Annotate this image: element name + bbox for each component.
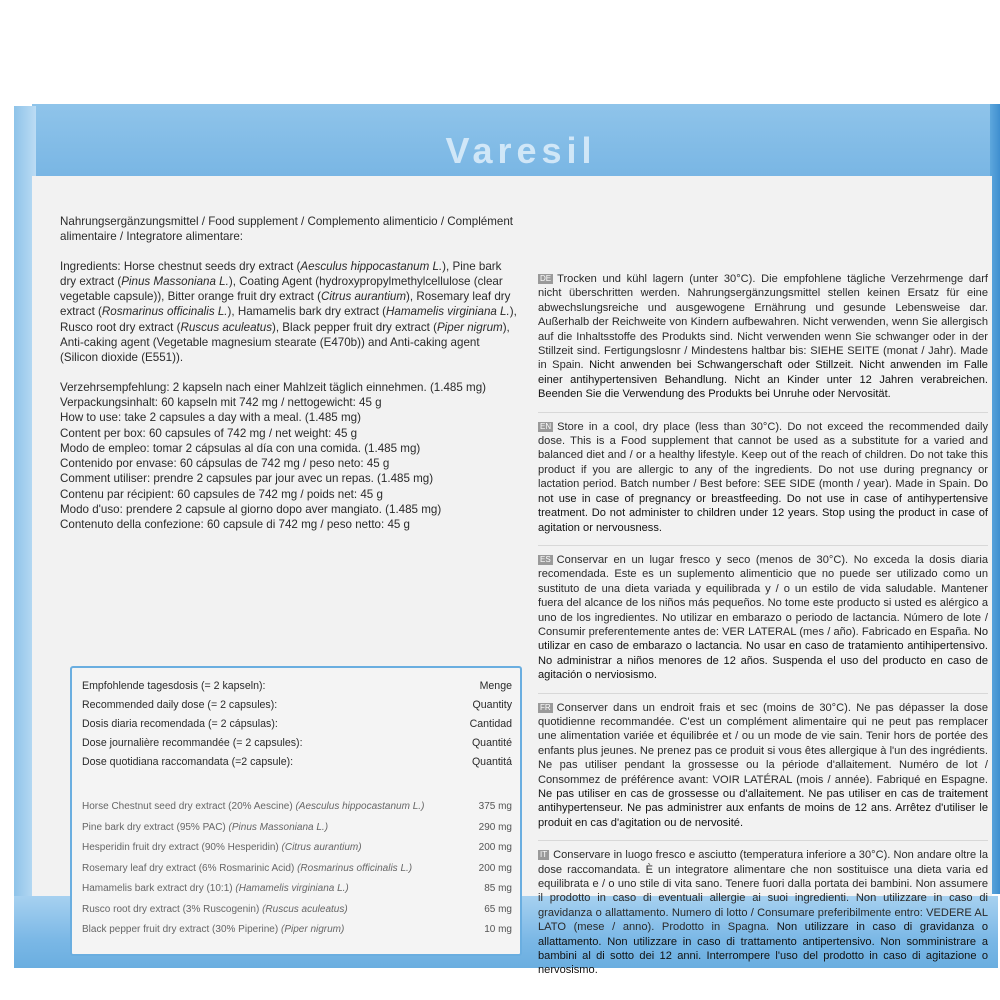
dose-ingredient-name: Rosemary leaf dry extract (6% Rosmarinic Acid) xyxy=(82,862,298,874)
dose-ingredient-row xyxy=(82,883,512,895)
info-line xyxy=(60,395,520,410)
info-line xyxy=(60,517,520,532)
dose-ingredient-name: Pine bark dry extract (95% PAC) xyxy=(82,821,229,833)
ingredient-text: ), Black pepper fruit dry extract ( xyxy=(272,320,437,334)
warning-text: Conserver dans un endroit frais et sec (moins de 30°C). Ne pas dépasser la dose quotidienne recommandée. C'est un complément alimentaire qui ne peut pas remplacer une alimentation variée et équilibrée et / ou un mode de vie sain. Tenir hors de portée des enfants plus jeunes. Ne prenez pas ce produit si vous êtes allergique à l'un des ingrédients. Ne pas utiliser pendant la grossesse ou la période d'allaitement. Numéro de lot / Consommez de préférence avant: VOIR LATÉRAL (mois / année). Fabriqué en Espagne. xyxy=(538,701,988,786)
warning-de xyxy=(538,272,988,402)
warning-bold-text: Ne pas utiliser en cas de grossesse ou d'allaitement. Ne pas utiliser en cas de traitement antihypertenseur. Ne pas administrer aux enfants de moins de 12 ans. Arrêtez d'utiliser le produit en cas d'agitation ou de nervosité. xyxy=(538,788,988,829)
section-divider xyxy=(538,840,988,841)
dose-header-row xyxy=(82,699,512,712)
language-tag: DE xyxy=(540,274,552,283)
dose-ingredient-latin: (Citrus aurantium) xyxy=(281,842,362,853)
info-line xyxy=(60,441,520,456)
dose-ingredient-latin: (Rosmarinus officinalis L.) xyxy=(297,862,413,874)
ingredient-text: Horse chestnut seeds dry extract ( xyxy=(120,259,301,273)
dose-ingredient-name: Hesperidin fruit dry extract (90% Hesperidin) xyxy=(82,842,282,853)
dose-ingredient-row xyxy=(82,822,512,834)
latin-name: Piper nigrum xyxy=(436,320,503,334)
warnings-column xyxy=(538,272,988,988)
warning-it xyxy=(538,848,988,978)
latin-name: Hamamelis virginiana L. xyxy=(386,305,510,319)
dose-ingredient-latin: (Hamamelis virginiana L.) xyxy=(235,883,349,894)
dose-header-row xyxy=(82,718,512,731)
info-line xyxy=(60,456,520,471)
ingredient-text: ), Hamamelis bark dry extract ( xyxy=(227,305,387,319)
dose-ingredient-name: Rusco root dry extract (3% Ruscogenin) xyxy=(82,903,263,915)
info-value: 60 capsules de 742 mg / poids net: 45 g xyxy=(174,487,383,501)
left-column xyxy=(60,214,520,533)
ingredient-text: ), Rusco root dry extract ( xyxy=(60,305,517,334)
info-line xyxy=(60,487,520,502)
product-type-header: Nahrungsergänzungsmittel / Food supplement / Complemento alimenticio / Complément alimentaire / Integratore alimentare: xyxy=(60,215,514,244)
warning-fr xyxy=(538,701,988,831)
dose-ingredient-row xyxy=(82,904,512,916)
info-label: Contenu par récipient: xyxy=(60,487,175,501)
ingredient-text: ), Pine bark dry extract ( xyxy=(60,259,502,288)
info-label: Modo d'uso: xyxy=(60,503,123,517)
latin-name: Rosmarinus officinalis L. xyxy=(101,305,228,319)
warning-text: Conservare in luogo fresco e asciutto (temperatura inferiore a 30°C). Non andare oltre la dose raccomandata. È un integratore alimentare che non sostituisce una dieta varia ed equilibrata e / o uno stile di vita sano. Tenere fuori dalla portata dei bambini. Non assumere il prodotto in caso di eventuali allergie ai suoi ingredienti. Non utilizzare in caso di gravidanza o allattamento. Numero di lotto / Consumare preferibilmente entro: VEDERE AL LATO (mese / anno). Prodotto in Spagna. xyxy=(538,849,988,934)
dose-ingredient-amount: 200 mg xyxy=(478,842,512,853)
warning-text: Trocken und kühl lagern (unter 30°C). Die empfohlene tägliche Verzehrmenge darf nicht überschritten werden. Nahrungsergänzungsmittel stellen keinen Ersatz für eine abwechslungsreiche und ausgewogene Ernährung und gesunde Lebensweise dar. Außerhalb der Reichweite von Kindern aufbewahren. Nicht verwenden, wenn Sie allergisch auf die Inhaltsstoffe des Produkts sind. Nicht verwenden wenn Sie schwanger oder in der Stillzeit sind. Fertigungslosnr / Mindestens haltbar bis: SIEHE SEITE (monat / Jahr). Made in Spain. xyxy=(538,273,988,372)
info-line xyxy=(60,426,520,441)
dose-header-label: Empfohlende tagesdosis (= 2 kapseln): xyxy=(82,680,266,692)
dose-header-row xyxy=(82,680,512,693)
language-tag: EN xyxy=(540,421,552,431)
info-value: 60 capsule di 742 mg / peso netto: 45 g xyxy=(203,518,411,532)
dose-ingredient-row xyxy=(82,842,512,854)
dose-header-row xyxy=(82,737,512,750)
info-value: prendere 2 capsule al giorno dopo aver mangiato. (1.485 mg) xyxy=(122,503,442,517)
dose-header-label: Recommended daily dose (= 2 capsules): xyxy=(82,699,278,711)
warning-bold-text: Nicht anwenden bei Schwangerschaft oder Stillzeit. Nicht anwenden im Falle einer antihypertensiven Behandlung. Nicht an Kinder unter 12 Jahren verabreichen. Beenden Sie die Verwendung des Produkts bei Unruhe oder Nervosität. xyxy=(538,359,988,401)
info-label: Contenuto della confezione: xyxy=(60,518,204,532)
dose-ingredient-latin: (Ruscus aculeatus) xyxy=(262,903,348,915)
warning-bold-text: Do not use in case of pregnancy or breastfeeding. Do not use in case of antihypertensive treatment. Do not administer to children under 12 years. Stop using the product in case of agitation or nervousness. xyxy=(538,478,988,534)
dose-header-unit: Cantidad xyxy=(469,718,512,730)
dose-ingredient-amount: 65 mg xyxy=(484,903,512,915)
ingredient-text: ), Rosemary leaf dry extract ( xyxy=(60,290,511,319)
ingredient-text: ), Coating Agent (hydroxypropylmethylcellulose (clear vegetable capsule)), Bitter orange fruit dry extract ( xyxy=(60,274,503,304)
info-line xyxy=(60,380,520,395)
info-label: Modo de empleo: xyxy=(60,441,150,455)
dose-ingredient-row xyxy=(82,863,512,875)
dose-header-row xyxy=(82,756,512,769)
dose-ingredient-amount: 10 mg xyxy=(484,924,512,935)
info-value: 60 cápsulas de 742 mg / peso neto: 45 g xyxy=(176,457,390,471)
section-divider xyxy=(538,545,988,546)
info-label: Comment utiliser: xyxy=(60,472,151,486)
latin-name: Pinus Massoniana L. xyxy=(121,274,229,288)
section-divider xyxy=(538,693,988,694)
warning-bold-text: Non utilizzare in caso di gravidanza o allattamento. Non utilizzare in caso di trattamento antipertensivo. Non somministrare a bambini al di sotto dei 12 anni. Interrompere l'uso del prodotto in caso di agitazione o nervosismo. xyxy=(538,921,988,977)
language-tag: IT xyxy=(540,850,548,860)
info-line xyxy=(60,410,520,425)
info-value: tomar 2 cápsulas al día con una comida. (1.485 mg) xyxy=(149,441,421,455)
ingredients-label: Ingredients: xyxy=(60,259,121,273)
product-box xyxy=(14,104,998,977)
info-label: How to use: xyxy=(60,411,122,425)
dose-header-label: Dosis diaria recomendada (= 2 cápsulas): xyxy=(82,718,278,730)
dose-header-label: Dose quotidiana raccomandata (=2 capsule): xyxy=(82,756,294,768)
language-tag: ES xyxy=(540,554,551,564)
warning-es xyxy=(538,553,988,683)
section-divider xyxy=(538,412,988,413)
info-label: Content per box: xyxy=(60,426,146,440)
dose-header-unit: Quantité xyxy=(471,737,512,749)
daily-dose-table xyxy=(70,666,522,956)
info-value: take 2 capsules a day with a meal. (1.485 mg) xyxy=(121,411,361,425)
latin-name: Citrus aurantium xyxy=(320,290,407,304)
info-value: prendre 2 capsules par jour avec un repas. (1.485 mg) xyxy=(150,472,434,486)
box-lid xyxy=(32,104,1000,176)
warning-en xyxy=(538,420,988,535)
dose-ingredient-amount: 290 mg xyxy=(478,821,512,833)
dose-ingredient-amount: 200 mg xyxy=(478,862,512,874)
dose-header-unit: Quantity xyxy=(472,699,512,711)
dose-ingredient-row xyxy=(82,801,512,813)
usage-info xyxy=(60,380,520,533)
dose-ingredient-row xyxy=(82,924,512,936)
dose-ingredient-name: Hamamelis bark extract dry (10:1) xyxy=(82,883,236,894)
latin-name: Aesculus hippocastanum L. xyxy=(300,259,443,273)
dose-ingredient-name: Black pepper fruit dry extract (30% Piperine) xyxy=(82,924,281,935)
dose-header-unit: Menge xyxy=(479,680,512,692)
info-label: Contenido por envase: xyxy=(60,457,177,471)
warning-text: Conservar en un lugar fresco y seco (menos de 30°C). No exceda la dosis diaria recomendada. Este es un suplemento alimenticio que no puede ser utilizado como un sustituto de una dieta variada y equilibrada y / o un estilo de vida saludable. Mantener fuera del alcance de los niños más pequeños. No tome este producto si usted es alérgico a uno de los ingredientes. No utilizar en embarazo o periodo de lactancia. Número de lote / Consumir preferentemente antes de: VER LATERAL (mes / año). Fabricado en España. xyxy=(538,553,988,638)
dose-header-unit: Quantitá xyxy=(471,756,512,768)
info-label: Verzehrsempfehlung: xyxy=(60,380,170,394)
dose-ingredient-amount: 375 mg xyxy=(478,801,512,812)
dose-ingredient-latin: (Aesculus hippocastanum L.) xyxy=(295,801,425,812)
warning-text: Store in a cool, dry place (less than 30°C). Do not exceed the recommended daily dose. This is a Food supplement that cannot be used as a substitute for a varied and balanced diet and / or a healthy lifestyle. Keep out of the reach of children. Do not take this product if you are allergic to any of the ingredients. Do not use during pregnancy or lactation period. Batch number / Best before: SEE SIDE (month / year). Made in Spain. xyxy=(538,420,988,491)
info-value: 60 capsules of 742 mg / net weight: 45 g xyxy=(145,426,358,440)
dose-ingredient-latin: (Pinus Massoniana L.) xyxy=(228,821,329,833)
info-line xyxy=(60,502,520,517)
dose-header-label: Dose journalière recommandée (= 2 capsules): xyxy=(82,737,303,749)
brand-logo: Varesil xyxy=(445,130,597,171)
ingredient-text: ), Anti-caking agent (Vegetable magnesium stearate (E470b)) and Anti-caking agent (Silicon dioxide (E551)). xyxy=(60,320,510,365)
dose-ingredient-name: Horse Chestnut seed dry extract (20% Aescine) xyxy=(82,801,296,812)
ingredients-text xyxy=(60,259,520,366)
info-label: Verpackungsinhalt: xyxy=(60,395,158,409)
dose-ingredient-amount: 85 mg xyxy=(484,883,512,894)
warning-bold-text: No utilizar en caso de embarazo o lactancia. No usar en caso de tratamiento antihipertensivo. No administrar a niños menores de 12 años. Suspenda el uso del producto en caso de agitación o nerviosismo. xyxy=(538,625,988,682)
info-line xyxy=(60,471,520,486)
info-value: 2 kapseln nach einer Mahlzeit täglich einnehmen. (1.485 mg) xyxy=(169,380,487,394)
info-value: 60 kapseln mit 742 mg / nettogewicht: 45 g xyxy=(157,395,382,409)
label-panel xyxy=(32,176,992,977)
latin-name: Ruscus aculeatus xyxy=(180,320,272,334)
language-tag: FR xyxy=(540,702,551,712)
dose-ingredient-latin: (Piper nigrum) xyxy=(280,924,345,935)
